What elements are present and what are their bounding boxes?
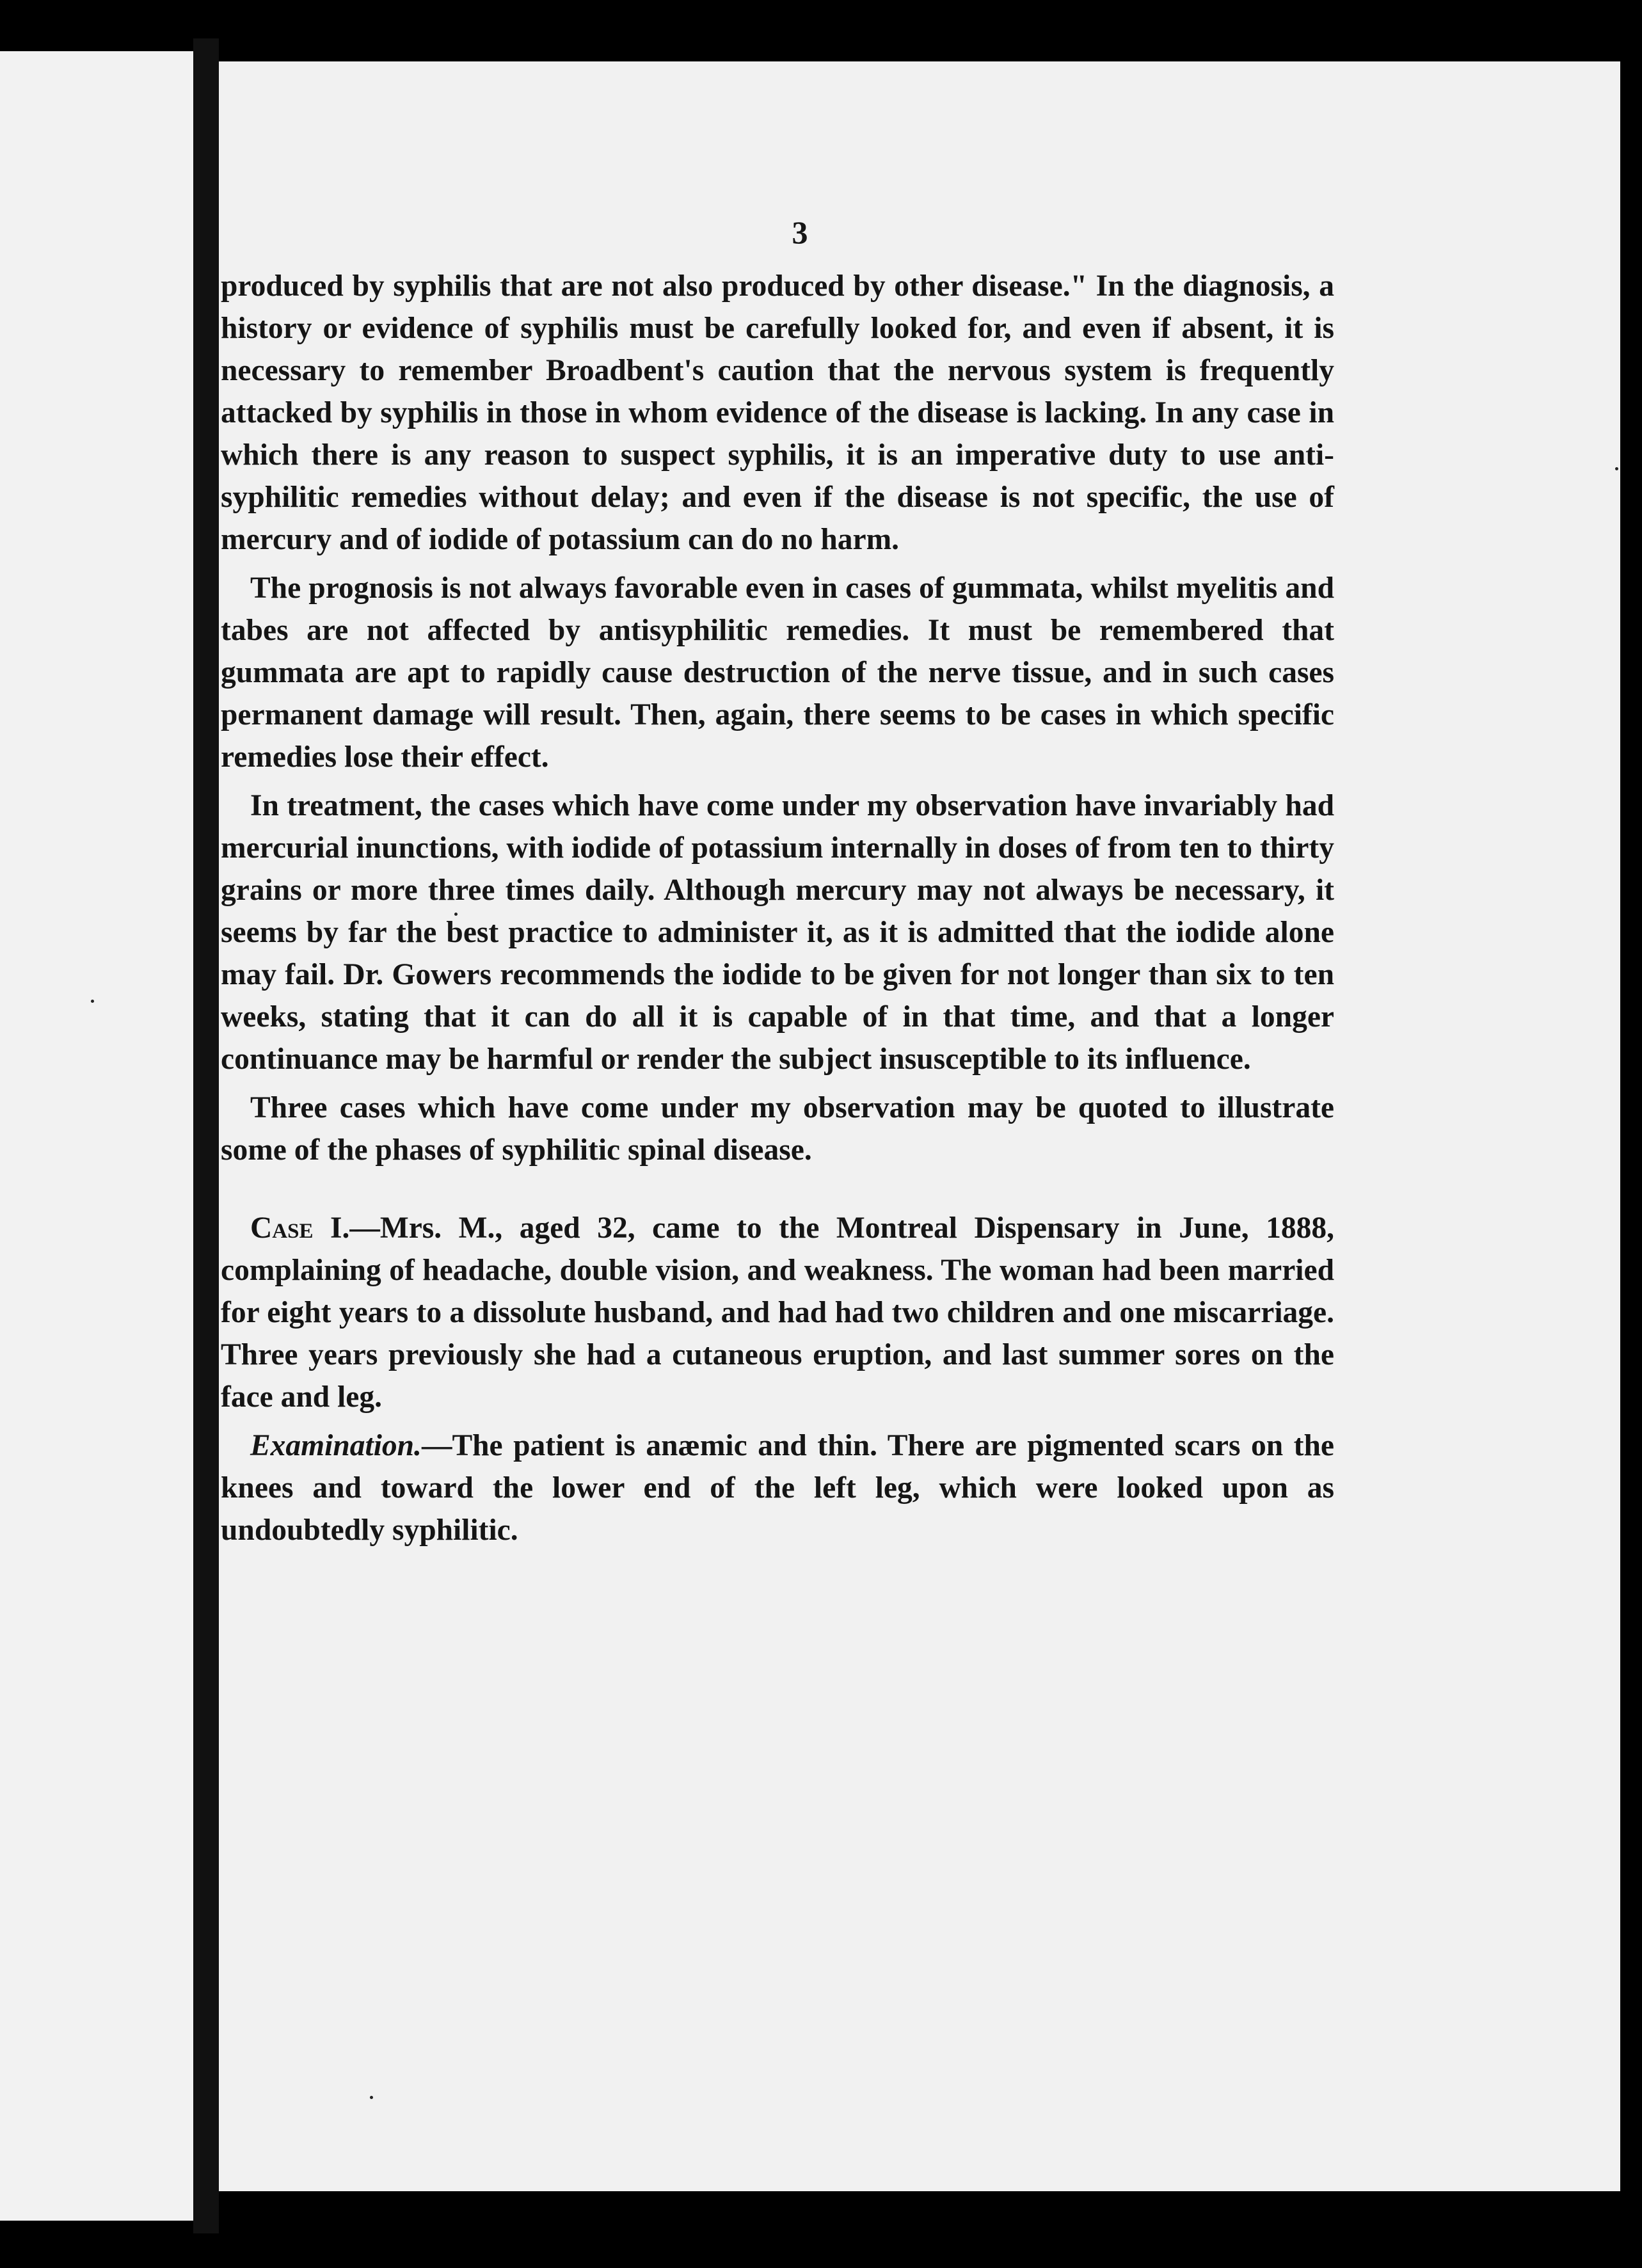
case-one-label: Case I. [250, 1211, 350, 1245]
examination-paragraph [221, 1425, 1334, 1551]
page-speck [370, 2096, 373, 2099]
paragraph-treatment: In treatment, the cases which have come under my observation have invariably had mercurial inunctions, with iodide of potassium internally in doses of from ten to thirty grains or more three times daily. Although mercury may not always be necessary, it seems by far the best practice to administer it, as it is admitted that the iodide alone may fail. Dr. Gowers recommends the iodide to be given for not longer than six to ten weeks, stating that it can do all it is capable of in that time, and that a longer continuance may be harmful or render the subject insusceptible to its influence. [221, 789, 1334, 1076]
left-page [0, 51, 193, 2221]
page-text [221, 211, 1334, 1558]
examination-text: —The patient is anæmic and thin. There are pigmented scars on the knees and toward the lower end of the left leg, which were looked upon as undoubtedly syphilitic. [221, 1429, 1334, 1547]
examination-label: Examination. [250, 1429, 422, 1462]
paragraph-cases-intro: Three cases which have come under my observation may be quoted to illustrate some of the phases of syphilitic spinal disease. [221, 1091, 1334, 1167]
case-one-paragraph [221, 1207, 1334, 1418]
page-number: 3 [792, 214, 808, 250]
page-speck [1615, 467, 1618, 470]
page-speck [91, 1000, 94, 1003]
case-one-text: —Mrs. M., aged 32, came to the Montreal Dispensary in June, 1888, complaining of headache, double vision, and weakness. The woman had been married for eight years to a dissolute husband, and had had two children and one miscarriage. Three years previously she had a cutaneous eruption, and last summer sores on the face and leg. [221, 1211, 1334, 1414]
book-gutter [193, 38, 219, 2233]
paragraph-diagnosis: produced by syphilis that are not also produced by other disease." In the diagnosis, a history or evidence of syphilis must be carefully looked for, and even if absent, it is necessary to remember Broadbent's caution that the nervous system is frequently attacked by syphilis in those in whom evidence of the disease is lacking. In any case in which there is any reason to suspect syphilis, it is an imperative duty to use anti-syphilitic remedies without delay; and even if the disease is not specific, the use of mercury and of iodide of potassium can do no harm. [221, 269, 1334, 556]
paragraph-prognosis: The prognosis is not always favorable even in cases of gummata, whilst myelitis and tabes are not affected by antisyphilitic remedies. It must be remembered that gummata are apt to rapidly cause destruction of the nerve tissue, and in such cases permanent damage will result. Then, again, there seems to be cases in which specific remedies lose their effect. [221, 571, 1334, 774]
